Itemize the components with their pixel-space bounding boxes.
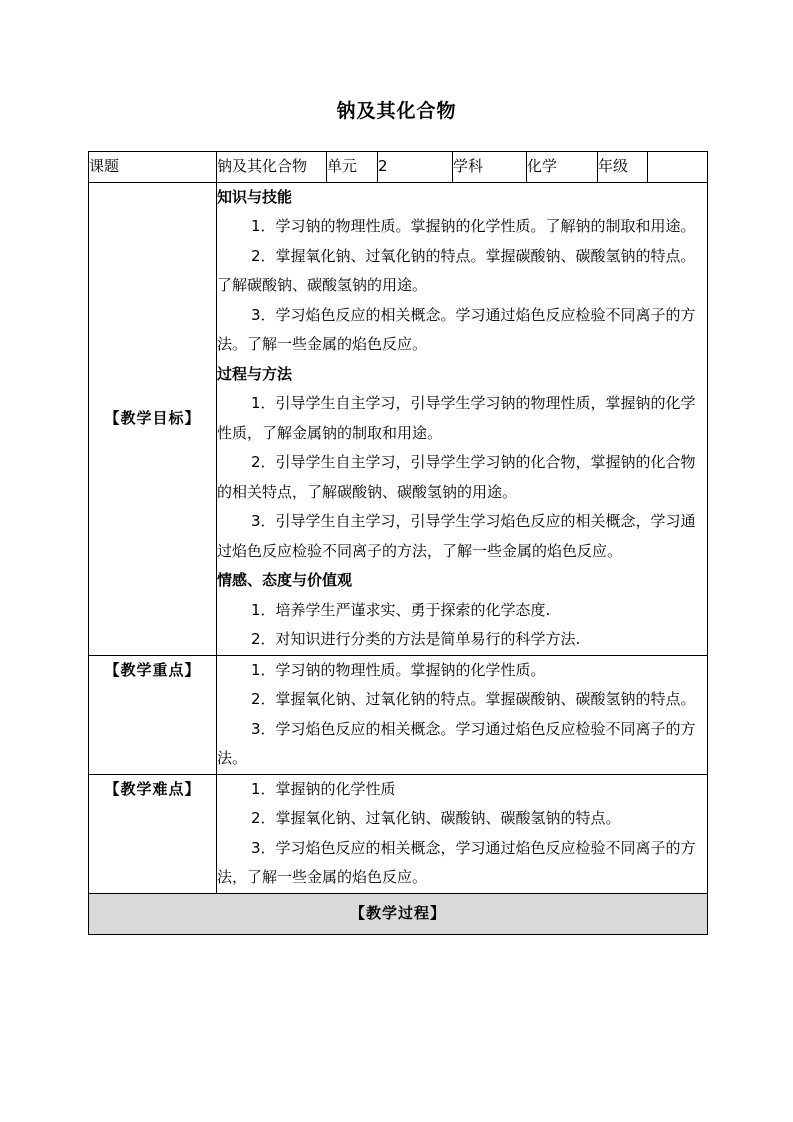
difficult-points-label-cell	[89, 774, 217, 893]
process-method-item: 1．引导学生自主学习，引导学生学习钠的物理性质，掌握钠的化学性质，了解金属钠的制取和用途。	[217, 394, 696, 442]
objectives-label: 【教学目标】	[104, 408, 201, 427]
objectives-label-cell	[89, 182, 217, 655]
header-row	[89, 152, 708, 183]
process-method-item: 3．引导学生自主学习，引导学生学习焰色反应的相关概念，学习通过焰色反应检验不同离子的方法，了解一些金属的焰色反应。	[217, 512, 696, 560]
process-method-item: 2．引导学生自主学习，引导学生学习钠的化合物，掌握钠的化合物的相关特点，了解碳酸钠、碳酸氢钠的用途。	[217, 453, 696, 501]
key-points-content	[217, 655, 708, 774]
topic-label: 课题	[89, 152, 217, 183]
emotion-heading: 情感、态度与价值观	[217, 571, 353, 589]
subject-value: 化学	[527, 152, 598, 183]
subject-label: 学科	[453, 152, 527, 183]
knowledge-item: 1．学习钠的物理性质。掌握钠的化学性质。了解钠的制取和用途。	[251, 217, 696, 235]
difficult-point-item: 2．掌握氧化钠、过氧化钠、碳酸钠、碳酸氢钠的特点。	[251, 809, 621, 827]
emotion-item: 1．培养学生严谨求实、勇于探索的化学态度.	[251, 600, 551, 619]
process-method-heading: 过程与方法	[217, 364, 293, 383]
key-points-label-cell	[89, 655, 217, 774]
knowledge-item: 3．学习焰色反应的相关概念。学习通过焰色反应检验不同离子的方法。了解一些金属的焰色反应。	[217, 305, 696, 353]
objectives-content	[217, 182, 708, 655]
key-point-item: 2．掌握氧化钠、过氧化钠的特点。掌握碳酸钠、碳酸氢钠的特点。	[251, 690, 696, 708]
topic-value: 钠及其化合物	[217, 152, 327, 183]
emotion-item: 2．对知识进行分类的方法是简单易行的科学方法.	[251, 630, 581, 648]
knowledge-item: 2．掌握氧化钠、过氧化钠的特点。掌握碳酸钠、碳酸氢钠的特点。了解碳酸钠、碳酸氢钠的用途。	[217, 246, 696, 294]
grade-value	[648, 152, 708, 183]
difficult-point-item: 1．掌握钠的化学性质	[251, 779, 396, 798]
objectives-row	[89, 182, 708, 655]
difficult-point-item: 3．学习焰色反应的相关概念，学习通过焰色反应检验不同离子的方法，了解一些金属的焰色反应。	[217, 838, 696, 886]
lesson-plan-table	[88, 151, 708, 935]
key-points-label: 【教学重点】	[104, 660, 201, 679]
key-point-item: 3．学习焰色反应的相关概念。学习通过焰色反应检验不同离子的方法。	[217, 719, 696, 767]
key-points-row	[89, 655, 708, 774]
teaching-process-header: 【教学过程】	[89, 893, 708, 934]
knowledge-heading: 知识与技能	[217, 187, 293, 206]
grade-label: 年级	[598, 152, 648, 183]
difficult-points-row	[89, 774, 708, 893]
teaching-process-row	[89, 893, 708, 934]
difficult-points-label: 【教学难点】	[104, 779, 201, 798]
difficult-points-content	[217, 774, 708, 893]
key-point-item: 1．学习钠的物理性质。掌握钠的化学性质。	[251, 660, 546, 679]
document-title: 钠及其化合物	[336, 100, 457, 122]
unit-label: 单元	[327, 152, 378, 183]
unit-value: 2	[378, 152, 453, 183]
